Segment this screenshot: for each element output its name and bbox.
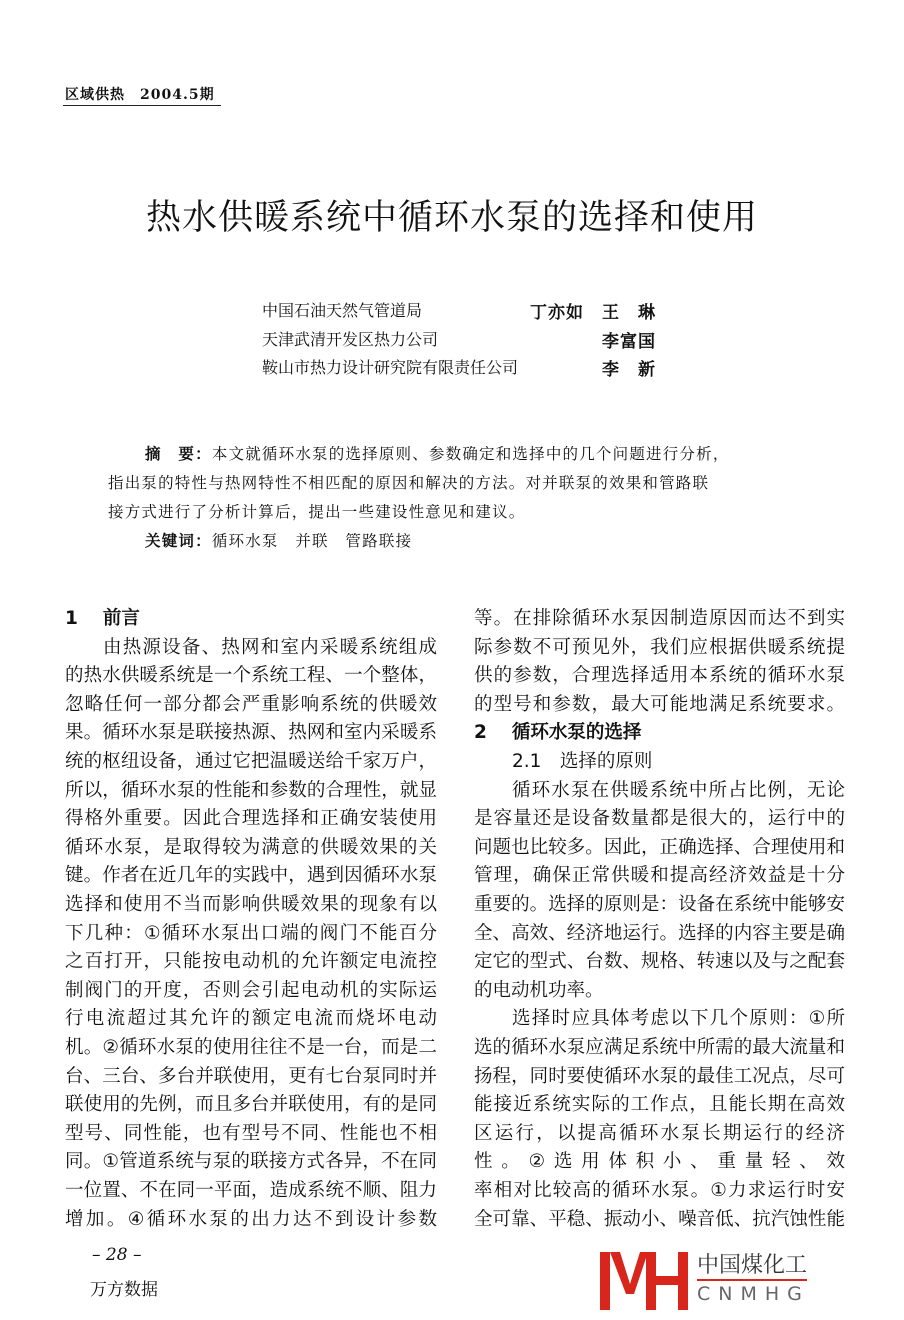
text-line: 由热源设备、热网和室内采暖系统组成 bbox=[103, 636, 437, 658]
section-heading: 1 前言 bbox=[65, 608, 140, 629]
watermark-rule bbox=[697, 1279, 807, 1281]
text-line: 性。②选用体积小、重量轻、效 bbox=[474, 1151, 845, 1173]
authors-2: 李富国 bbox=[530, 332, 656, 352]
keywords bbox=[145, 529, 412, 551]
abstract-label: 摘 要： bbox=[145, 445, 212, 463]
text-line: 同。①管道系统与泵的联接方式各异，不在同 bbox=[65, 1151, 437, 1173]
watermark-name-en: CNMHG bbox=[697, 1283, 810, 1305]
text-line: 循环水泵在供暖系统中所占比例，无论 bbox=[512, 779, 845, 801]
text-line: 扬程，同时要使循环水泵的最佳工况点，尽可 bbox=[474, 1065, 845, 1087]
authors-1: 丁亦如 王 琳 bbox=[530, 303, 656, 323]
text-line: 的热水供暖系统是一个系统工程、一个整体， bbox=[65, 665, 437, 687]
text-line: 循环水泵，是取得较为满意的供暖效果的关 bbox=[65, 836, 437, 858]
text-line: 之百打开，只能按电动机的允许额定电流控 bbox=[65, 951, 437, 973]
text-line: 选择和使用不当而影响供暖效果的现象有以 bbox=[65, 894, 437, 915]
text-line: 率相对比较高的循环水泵。①力求运行时安 bbox=[474, 1180, 845, 1201]
text-line: 增加。④循环水泵的出力达不到设计参数 bbox=[65, 1208, 437, 1230]
text-line: 定它的型式、台数、规格、转速以及与之配套 bbox=[474, 951, 845, 973]
keywords-text: 循环水泵 并联 管路联接 bbox=[211, 532, 413, 550]
page-number: – 28 – bbox=[92, 1245, 142, 1265]
watermark-logo bbox=[600, 1250, 815, 1312]
text-line: 的型号和参数，最大可能地满足系统要求。 bbox=[474, 693, 845, 715]
affiliation-1: 中国石油天然气管道局 bbox=[262, 301, 423, 320]
text-line: 键。作者在近几年的实践中，遇到因循环水泵 bbox=[65, 865, 437, 887]
abstract-line-3: 接方式进行了分析计算后，提出一些建设性意见和建议。 bbox=[108, 503, 526, 521]
header-rule bbox=[63, 105, 221, 106]
text-line: 问题也比较多。因此，正确选择、合理使用和 bbox=[474, 836, 845, 858]
mh-logo-icon bbox=[600, 1250, 695, 1312]
abstract-line-1 bbox=[145, 442, 730, 464]
watermark-name-cn: 中国煤化工 bbox=[697, 1253, 808, 1278]
journal-header: 区域供热 2004.5期 bbox=[65, 87, 215, 103]
text-line: 一位置、不在同一平面，造成系统不顺、阻力 bbox=[65, 1180, 437, 1201]
text-line: 统的枢纽设备，通过它把温暖送给千家万户， bbox=[65, 751, 437, 772]
text-line: 重要的。选择的原则是：设备在系统中能够安 bbox=[474, 894, 845, 915]
text-line: 供的参数，合理选择适用本系统的循环水泵 bbox=[474, 665, 845, 687]
text-line: 行电流超过其允许的额定电流而烧坏电动 bbox=[65, 1008, 437, 1030]
authors-3: 李 新 bbox=[530, 360, 656, 380]
abstract-line-2: 指出泵的特性与热网特性不相匹配的原因和解决的方法。对并联泵的效果和管路联 bbox=[108, 474, 710, 492]
text-line: 全、高效、经济地运行。选择的内容主要是确 bbox=[474, 922, 845, 944]
text-line: 区运行，以提高循环水泵长期运行的经济 bbox=[474, 1122, 845, 1144]
text-line: 2.1 选择的原则 bbox=[512, 751, 653, 772]
text-line: 型号、同性能，也有型号不同、性能也不相 bbox=[65, 1122, 437, 1144]
text-line: 际参数不可预见外，我们应根据供暖系统提 bbox=[474, 636, 845, 658]
text-line: 台、三台、多台并联使用，更有七台泵同时并 bbox=[65, 1065, 437, 1087]
keywords-label: 关键词： bbox=[145, 532, 212, 550]
text-line: 忽略任何一部分都会严重影响系统的供暖效 bbox=[65, 693, 437, 715]
text-line: 所以，循环水泵的性能和参数的合理性，就显 bbox=[65, 779, 437, 801]
text-line: 的电动机功率。 bbox=[474, 979, 604, 1001]
section-heading: 2 循环水泵的选择 bbox=[474, 722, 642, 744]
text-line: 得格外重要。因此合理选择和正确安装使用 bbox=[65, 808, 437, 830]
text-line: 管理，确保正常供暖和提高经济效益是十分 bbox=[474, 865, 845, 887]
text-line: 选择时应具体考虑以下几个原则：①所 bbox=[512, 1008, 845, 1030]
article-title: 热水供暖系统中循环水泵的选择和使用 bbox=[145, 198, 758, 238]
affiliation-3: 鞍山市热力设计研究院有限责任公司 bbox=[262, 358, 519, 377]
text-line: 机。②循环水泵的使用往往不是一台，而是二 bbox=[65, 1037, 437, 1058]
text-line: 果。循环水泵是联接热源、热网和室内采暖系 bbox=[65, 722, 437, 744]
affiliation-2: 天津武清开发区热力公司 bbox=[262, 330, 439, 349]
text-line: 等。在排除循环水泵因制造原因而达不到实 bbox=[474, 608, 845, 629]
text-line: 制阀门的开度，否则会引起电动机的实际运 bbox=[65, 979, 437, 1001]
text-line: 选的循环水泵应满足系统中所需的最大流量和 bbox=[474, 1037, 845, 1058]
abstract-text: 本文就循环水泵的选择原则、参数确定和选择中的几个问题进行分析， bbox=[211, 445, 730, 463]
text-line: 下几种：①循环水泵出口端的阀门不能百分 bbox=[65, 922, 437, 944]
text-line: 能接近系统实际的工作点，且能长期在高效 bbox=[474, 1094, 845, 1116]
text-line: 全可靠、平稳、振动小、噪音低、抗汽蚀性能 bbox=[474, 1208, 845, 1230]
source-label: 万方数据 bbox=[90, 1280, 158, 1300]
text-line: 是容量还是设备数量都是很大的，运行中的 bbox=[474, 808, 845, 830]
text-line: 联使用的先例，而且多台并联使用，有的是同 bbox=[65, 1094, 437, 1116]
